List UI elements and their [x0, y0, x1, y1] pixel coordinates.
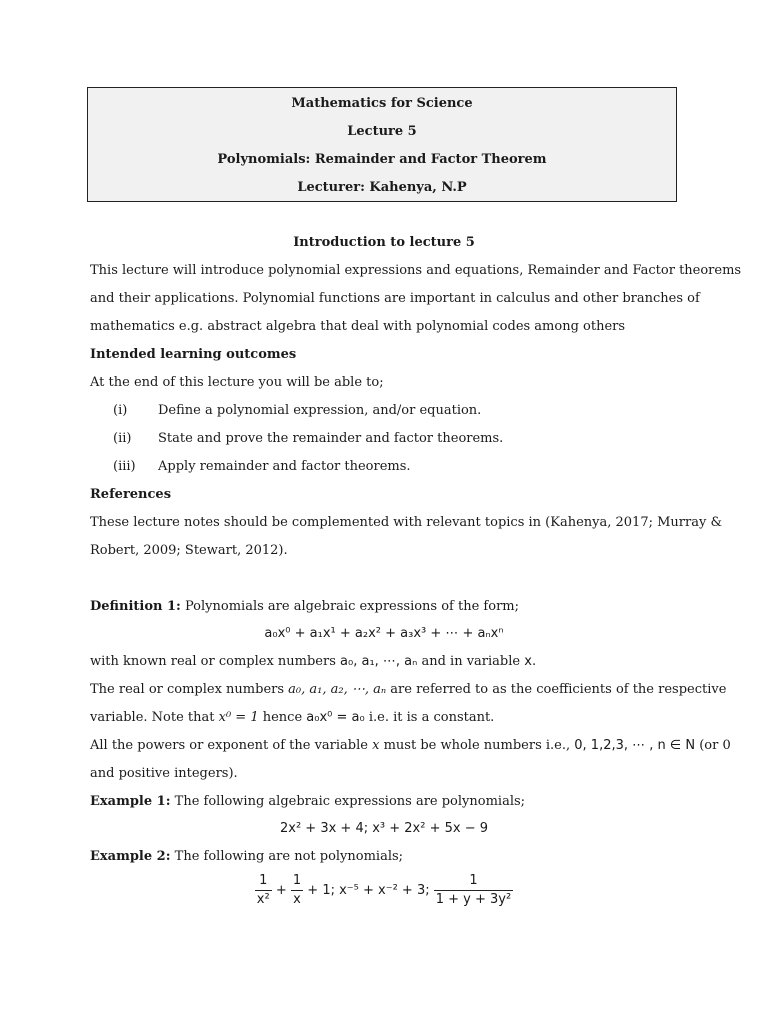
outcomes-lead: At the end of this lecture you will be able to; [90, 375, 384, 390]
outcome-text: Apply remainder and factor theorems. [158, 459, 411, 474]
references-line-1: These lecture notes should be complemented with relevant topics in (Kahenya, 2017; Murray & [90, 515, 723, 530]
powers-pre-text: All the powers or exponent of the variable [90, 738, 373, 753]
fraction-one-over-x [291, 872, 303, 909]
intro-line-3: mathematics e.g. abstract algebra that deal with polynomial codes among others [90, 319, 626, 334]
fraction-one-over-x-squared [255, 872, 272, 909]
lecture-header-box [87, 87, 677, 202]
definition-note-line [90, 710, 494, 725]
outcome-text: State and prove the remainder and factor theorems. [158, 431, 504, 446]
fraction-denominator: x² [256, 892, 270, 907]
powers-set: 0, 1,2,3, ⋯ , n ∈ N [574, 738, 696, 753]
outcome-number: (ii) [113, 431, 132, 446]
example-2-line [90, 849, 403, 864]
definition-label: Definition 1: [90, 599, 181, 614]
note-constant-equation: a₀x⁰ = a₀ [306, 710, 365, 725]
outcome-number: (i) [113, 403, 128, 418]
note-mid-text: hence [258, 710, 307, 725]
fraction-numerator: 1 [291, 872, 303, 891]
known-coefficients: a₀, a₁, ⋯, aₙ [340, 654, 418, 669]
example-1-label: Example 1: [90, 794, 171, 809]
lecture-number: Lecture 5 [347, 124, 417, 139]
plus-sign: + [271, 883, 291, 898]
outcome-number: (iii) [113, 459, 136, 474]
example-1-formula: 2x² + 3x + 4; x³ + 2x² + 5x − 9 [279, 821, 489, 836]
outcomes-heading: Intended learning outcomes [90, 347, 297, 362]
definition-known-line [90, 654, 536, 669]
references-heading: References [90, 487, 172, 502]
intro-heading: Introduction to lecture 5 [293, 235, 475, 250]
note-pre-text: variable. Note that [90, 710, 219, 725]
fraction-denominator: x [293, 892, 301, 907]
lecturer-name: Lecturer: Kahenya, N.P [297, 180, 467, 195]
definition-coefficients-line [90, 682, 726, 697]
example-1-text: The following algebraic expressions are polynomials; [170, 794, 526, 809]
note-equation: x⁰ = 1 [218, 710, 259, 725]
known-pre-text: with known real or complex numbers [90, 654, 341, 669]
known-post-text: and in variable [417, 654, 525, 669]
coef-pre-text: The real or complex numbers [90, 682, 289, 697]
example-2-text: The following are not polynomials; [170, 849, 404, 864]
known-end-text: . [531, 654, 537, 669]
example-2-label: Example 2: [90, 849, 171, 864]
intro-line-2: and their applications. Polynomial functions are important in calculus and other branches of [90, 291, 700, 306]
powers-variable: x [372, 738, 380, 753]
lecture-topic: Polynomials: Remainder and Factor Theorem [217, 152, 547, 167]
example-2-formula [0, 872, 768, 909]
powers-post-text: (or 0 [695, 738, 731, 753]
definition-powers-line-2: and positive integers). [90, 766, 238, 781]
known-variable: x [524, 654, 532, 669]
references-line-2: Robert, 2009; Stewart, 2012). [90, 543, 288, 558]
coef-post-text: are referred to as the coefficients of the respective [386, 682, 727, 697]
note-post-text: i.e. it is a constant. [364, 710, 495, 725]
formula-middle: + 1; x⁻⁵ + x⁻² + 3; [303, 883, 434, 898]
fraction-numerator: 1 [434, 872, 513, 891]
intro-line-1: This lecture will introduce polynomial expressions and equations, Remainder and Factor theorems [90, 263, 742, 278]
coefficient-list: a₀, a₁, a₂, ⋯, aₙ [288, 682, 387, 697]
definition-line [90, 599, 519, 614]
course-title: Mathematics for Science [291, 96, 473, 111]
powers-mid-text: must be whole numbers i.e., [379, 738, 575, 753]
outcome-text: Define a polynomial expression, and/or equation. [158, 403, 482, 418]
definition-powers-line [90, 738, 731, 753]
fraction-denominator: 1 + y + 3y² [435, 892, 512, 907]
example-1-line [90, 794, 525, 809]
fraction-one-over-polynomial [434, 872, 513, 909]
fraction-numerator: 1 [255, 872, 272, 891]
definition-text: Polynomials are algebraic expressions of the form; [180, 599, 519, 614]
polynomial-general-formula: a₀x⁰ + a₁x¹ + a₂x² + a₃x³ + ⋯ + aₙxⁿ [264, 626, 504, 641]
